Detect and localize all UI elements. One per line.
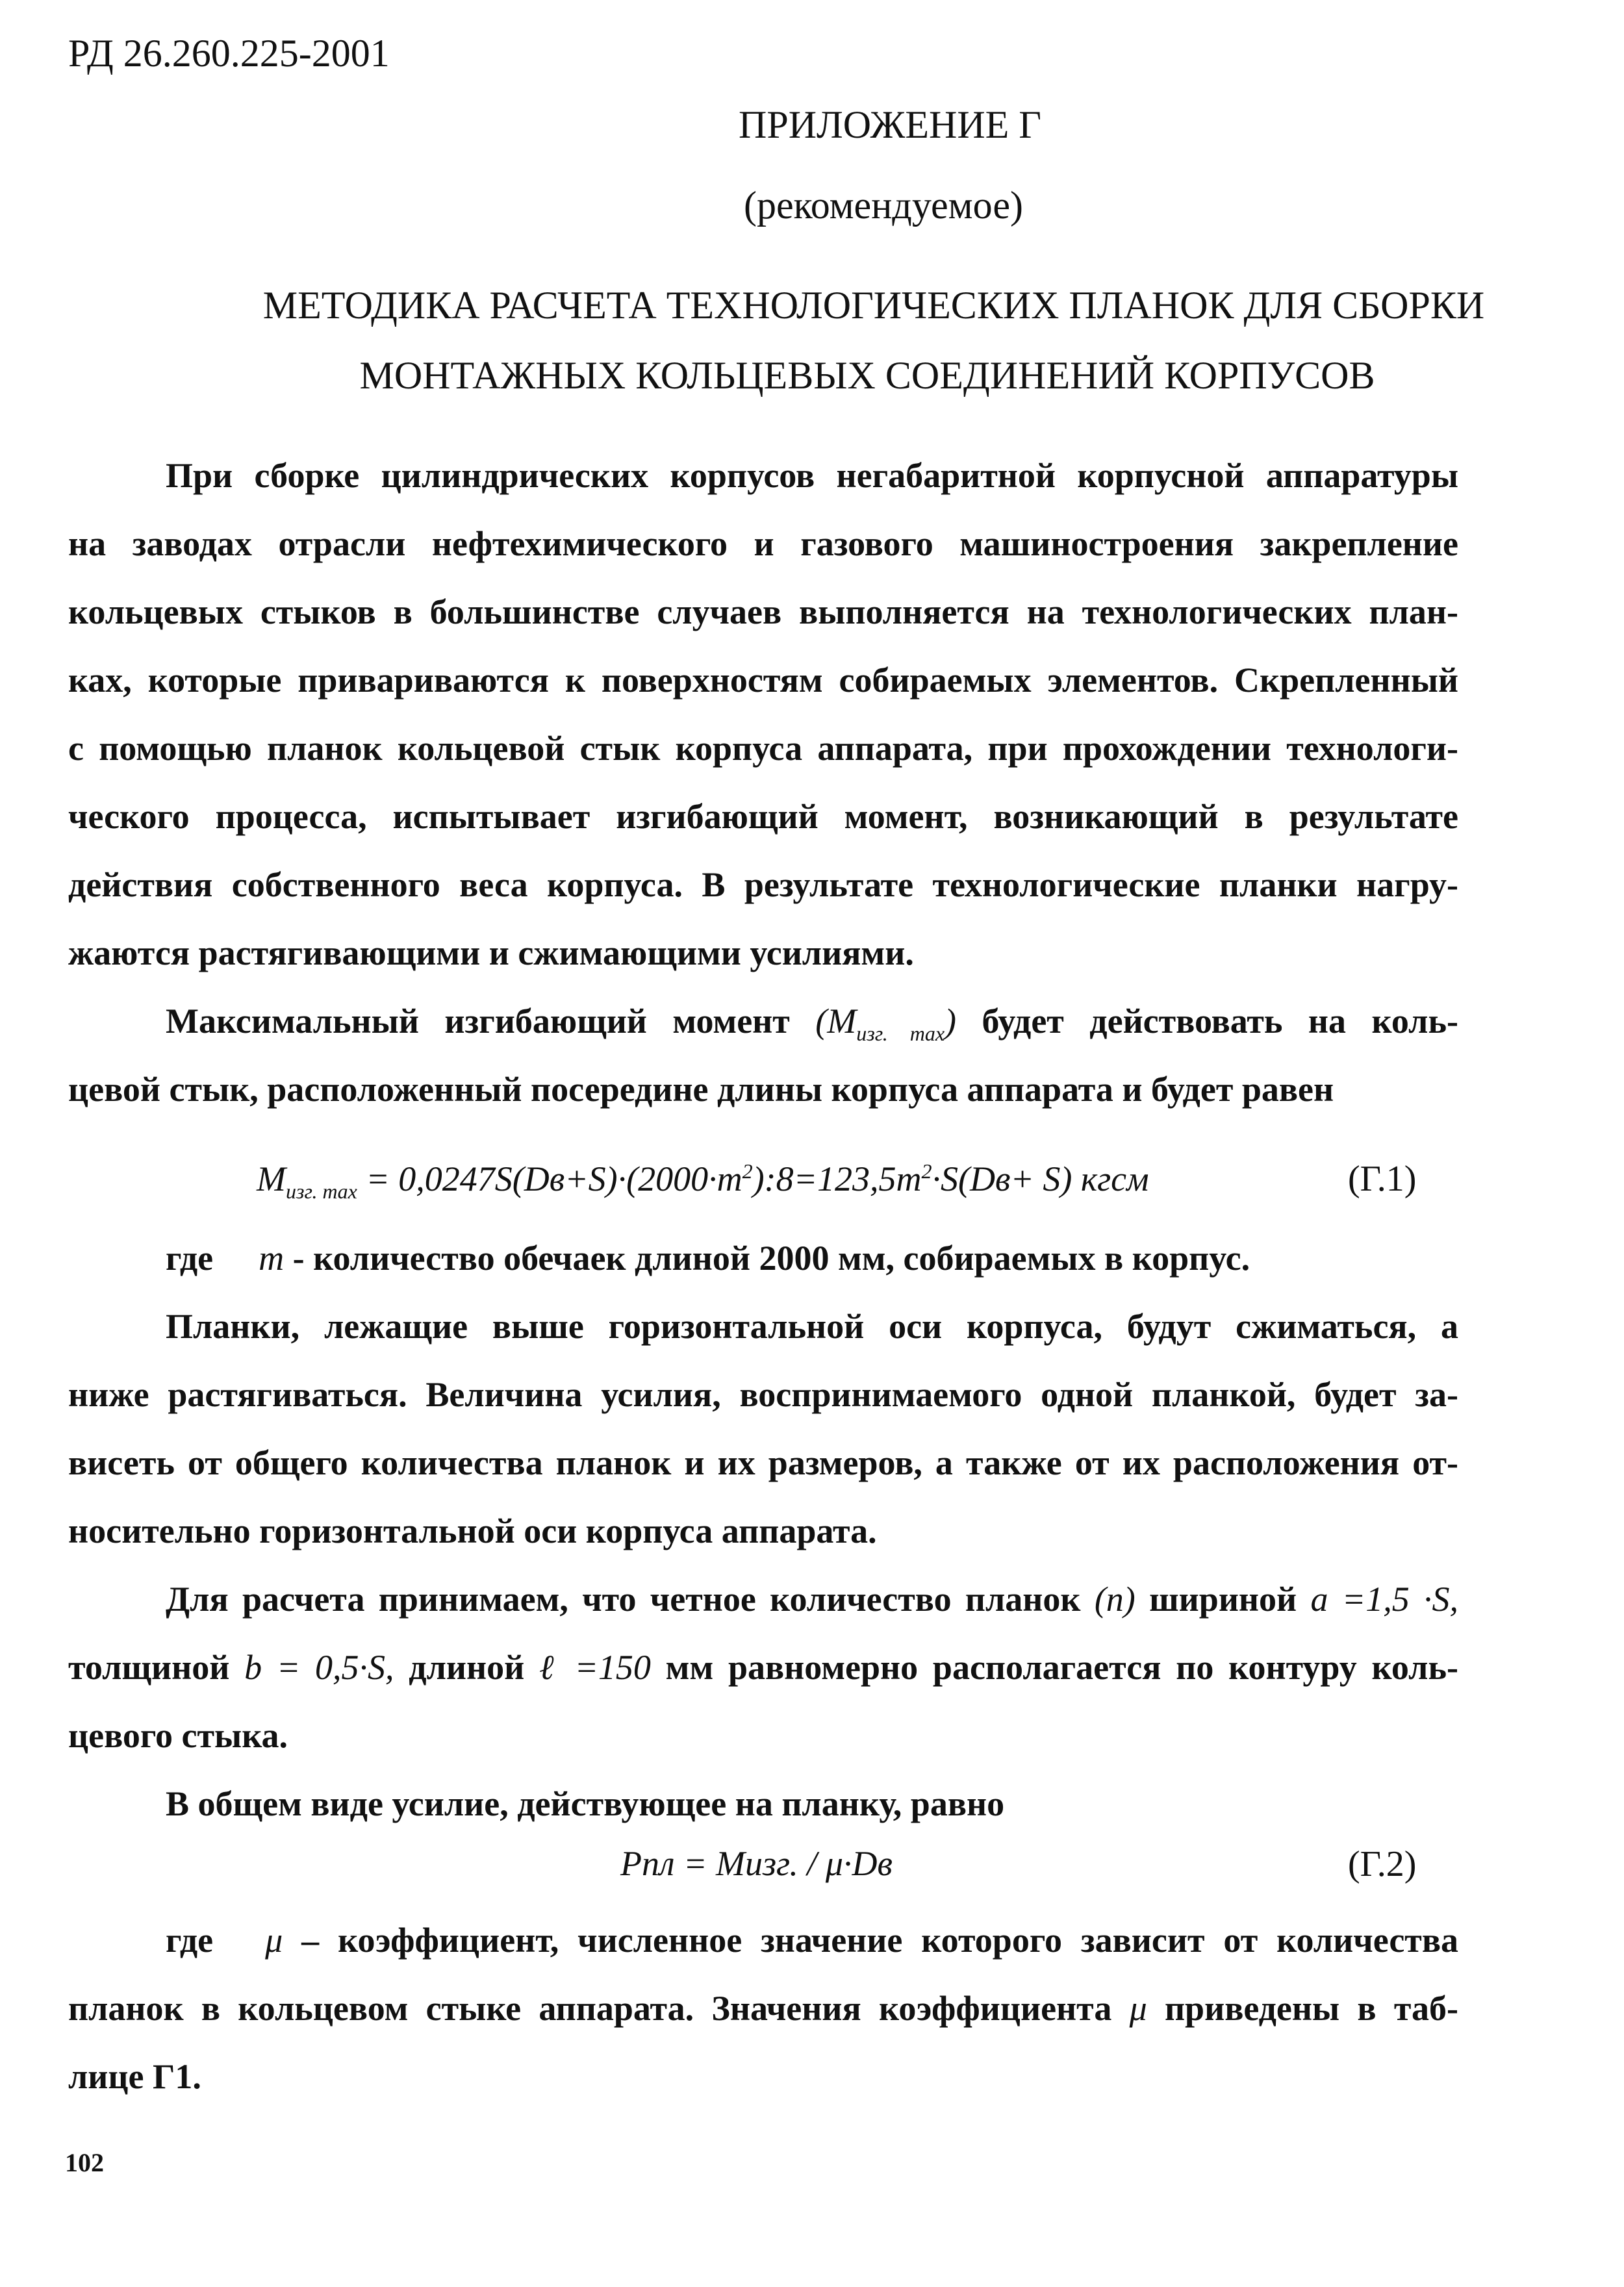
- paragraph-line: ческого процесса, испытывает изгибающий момент, возникающий в результате: [68, 797, 1458, 836]
- where-symbol: m: [259, 1239, 285, 1278]
- text-span: мм равномерно располагается по контуру коль-: [650, 1648, 1458, 1687]
- formula-1: [257, 1161, 1149, 1202]
- text-span: толщиной: [68, 1648, 245, 1687]
- paragraph-line: [68, 1975, 1458, 2043]
- paragraph-line: жаются растягивающими и сжимающими усилиями.: [68, 933, 914, 972]
- where-word: где: [166, 1239, 214, 1278]
- paragraph-line: [68, 1224, 1458, 1293]
- paragraph-line: висеть от общего количества планок и их размеров, а также от их расположения от-: [68, 1443, 1458, 1482]
- paragraph-line: носительно горизонтальной оси корпуса аппарата.: [68, 1511, 877, 1550]
- paragraph-line: [68, 987, 1458, 1055]
- formula-part: ·S(Dв+ S) кгсм: [932, 1159, 1149, 1198]
- paragraph-line: действия собственного веса корпуса. В результате технологические планки нагру-: [68, 865, 1458, 904]
- moment-symbol: [815, 1002, 957, 1045]
- text-span: приведены в таб-: [1147, 1989, 1458, 2028]
- title-line-1: МЕТОДИКА РАСЧЕТА ТЕХНОЛОГИЧЕСКИХ ПЛАНОК ДЛЯ СБОРКИ: [262, 284, 1485, 327]
- text-span: будет действовать на коль-: [982, 1002, 1459, 1041]
- where-symbol: μ: [265, 1921, 283, 1960]
- paragraph-line: цевой стык, расположенный посередине длины корпуса аппарата и будет равен: [68, 1070, 1334, 1109]
- formula-lhs-sub: изг. max: [285, 1179, 357, 1203]
- paragraph-line: ниже растягиваться. Величина усилия, воспринимаемого одной планкой, будет за-: [68, 1375, 1458, 1414]
- paragraph-calc-assumption: [68, 1565, 1458, 1770]
- formula-1-body: [257, 1159, 1149, 1203]
- text-span: Для расчета принимаем, что четное количество планок: [166, 1580, 1095, 1619]
- formula-sup: 2: [921, 1159, 932, 1183]
- where-text: – коэффициент, численное значение которого зависит от количества: [283, 1921, 1458, 1960]
- paragraph-line: лице Г1.: [68, 2057, 201, 2096]
- thickness-formula: b = 0,5·S,: [244, 1648, 394, 1687]
- formula-2: [620, 1846, 893, 1881]
- text-span: шириной: [1135, 1580, 1311, 1619]
- appendix-status: (рекомендуемое): [744, 184, 1023, 227]
- paragraph-line: кольцевых стыков в большинстве случаев выполняется на технологических план-: [68, 592, 1458, 631]
- formula-part: = 0,0247S(Dв+S)·(2000·m: [357, 1159, 742, 1198]
- width-formula: a =1,5 ·S,: [1310, 1580, 1458, 1619]
- formula-sup: 2: [742, 1159, 753, 1183]
- paragraph-line: Планки, лежащие выше горизонтальной оси корпуса, будут сжиматься, а: [166, 1307, 1458, 1346]
- where-text: - количество обечаек длиной 2000 мм, собираемых в корпус.: [284, 1239, 1250, 1278]
- mu-symbol: μ: [1129, 1989, 1147, 2028]
- paragraph-line: При сборке цилиндрических корпусов негабаритной корпусной аппаратуры: [166, 456, 1458, 495]
- paragraph-line: ках, которые привариваются к поверхностям собираемых элементов. Скрепленный: [68, 661, 1458, 700]
- paragraph-line: с помощью планок кольцевой стык корпуса аппарата, при прохождении технологи-: [68, 729, 1458, 768]
- formula-part: ):8=123,5m: [752, 1159, 922, 1198]
- formula-2-number: (Г.2): [1348, 1844, 1417, 1884]
- appendix-label: ПРИЛОЖЕНИЕ Г: [739, 103, 1041, 146]
- formula-1-number: (Г.1): [1348, 1159, 1417, 1199]
- paragraph-max-moment: [68, 987, 1458, 1124]
- paragraph-line: цевого стыка.: [68, 1716, 288, 1755]
- where-word: где: [166, 1921, 214, 1960]
- text-span: планок в кольцевом стыке аппарата. Значения коэффициента: [68, 1989, 1130, 2028]
- paragraph-line: В общем виде усилие, действующее на планку, равно: [166, 1784, 1005, 1823]
- moment-letter: (M: [815, 1002, 857, 1041]
- paragraph-line: [68, 1565, 1458, 1634]
- length-formula: ℓ =150: [539, 1648, 651, 1687]
- paragraph-intro: [68, 442, 1458, 987]
- paragraph-line: [68, 1634, 1458, 1702]
- formula-lhs: M: [257, 1159, 286, 1198]
- paragraph-line: [68, 1906, 1458, 1975]
- paragraph-force-general: [68, 1770, 1458, 1838]
- where-m: [68, 1224, 1458, 1293]
- paragraph-plates: [68, 1293, 1458, 1565]
- symbol-n: (n): [1094, 1580, 1136, 1619]
- text-span: Максимальный изгибающий момент: [166, 1002, 790, 1041]
- paragraph-line: на заводах отрасли нефтехимического и газового машиностроения закрепление: [68, 524, 1458, 563]
- page-number: 102: [65, 2148, 104, 2177]
- where-mu: [68, 1906, 1458, 2111]
- moment-subscript: изг. max: [856, 1021, 945, 1045]
- moment-close: ): [945, 1002, 957, 1041]
- text-span: длиной: [394, 1648, 539, 1687]
- title-line-2: МОНТАЖНЫХ КОЛЬЦЕВЫХ СОЕДИНЕНИЙ КОРПУСОВ: [359, 354, 1375, 397]
- formula-2-body: Рпл = Мизг. / μ·Dв: [620, 1844, 893, 1883]
- doc-code: РД 26.260.225-2001: [68, 32, 390, 75]
